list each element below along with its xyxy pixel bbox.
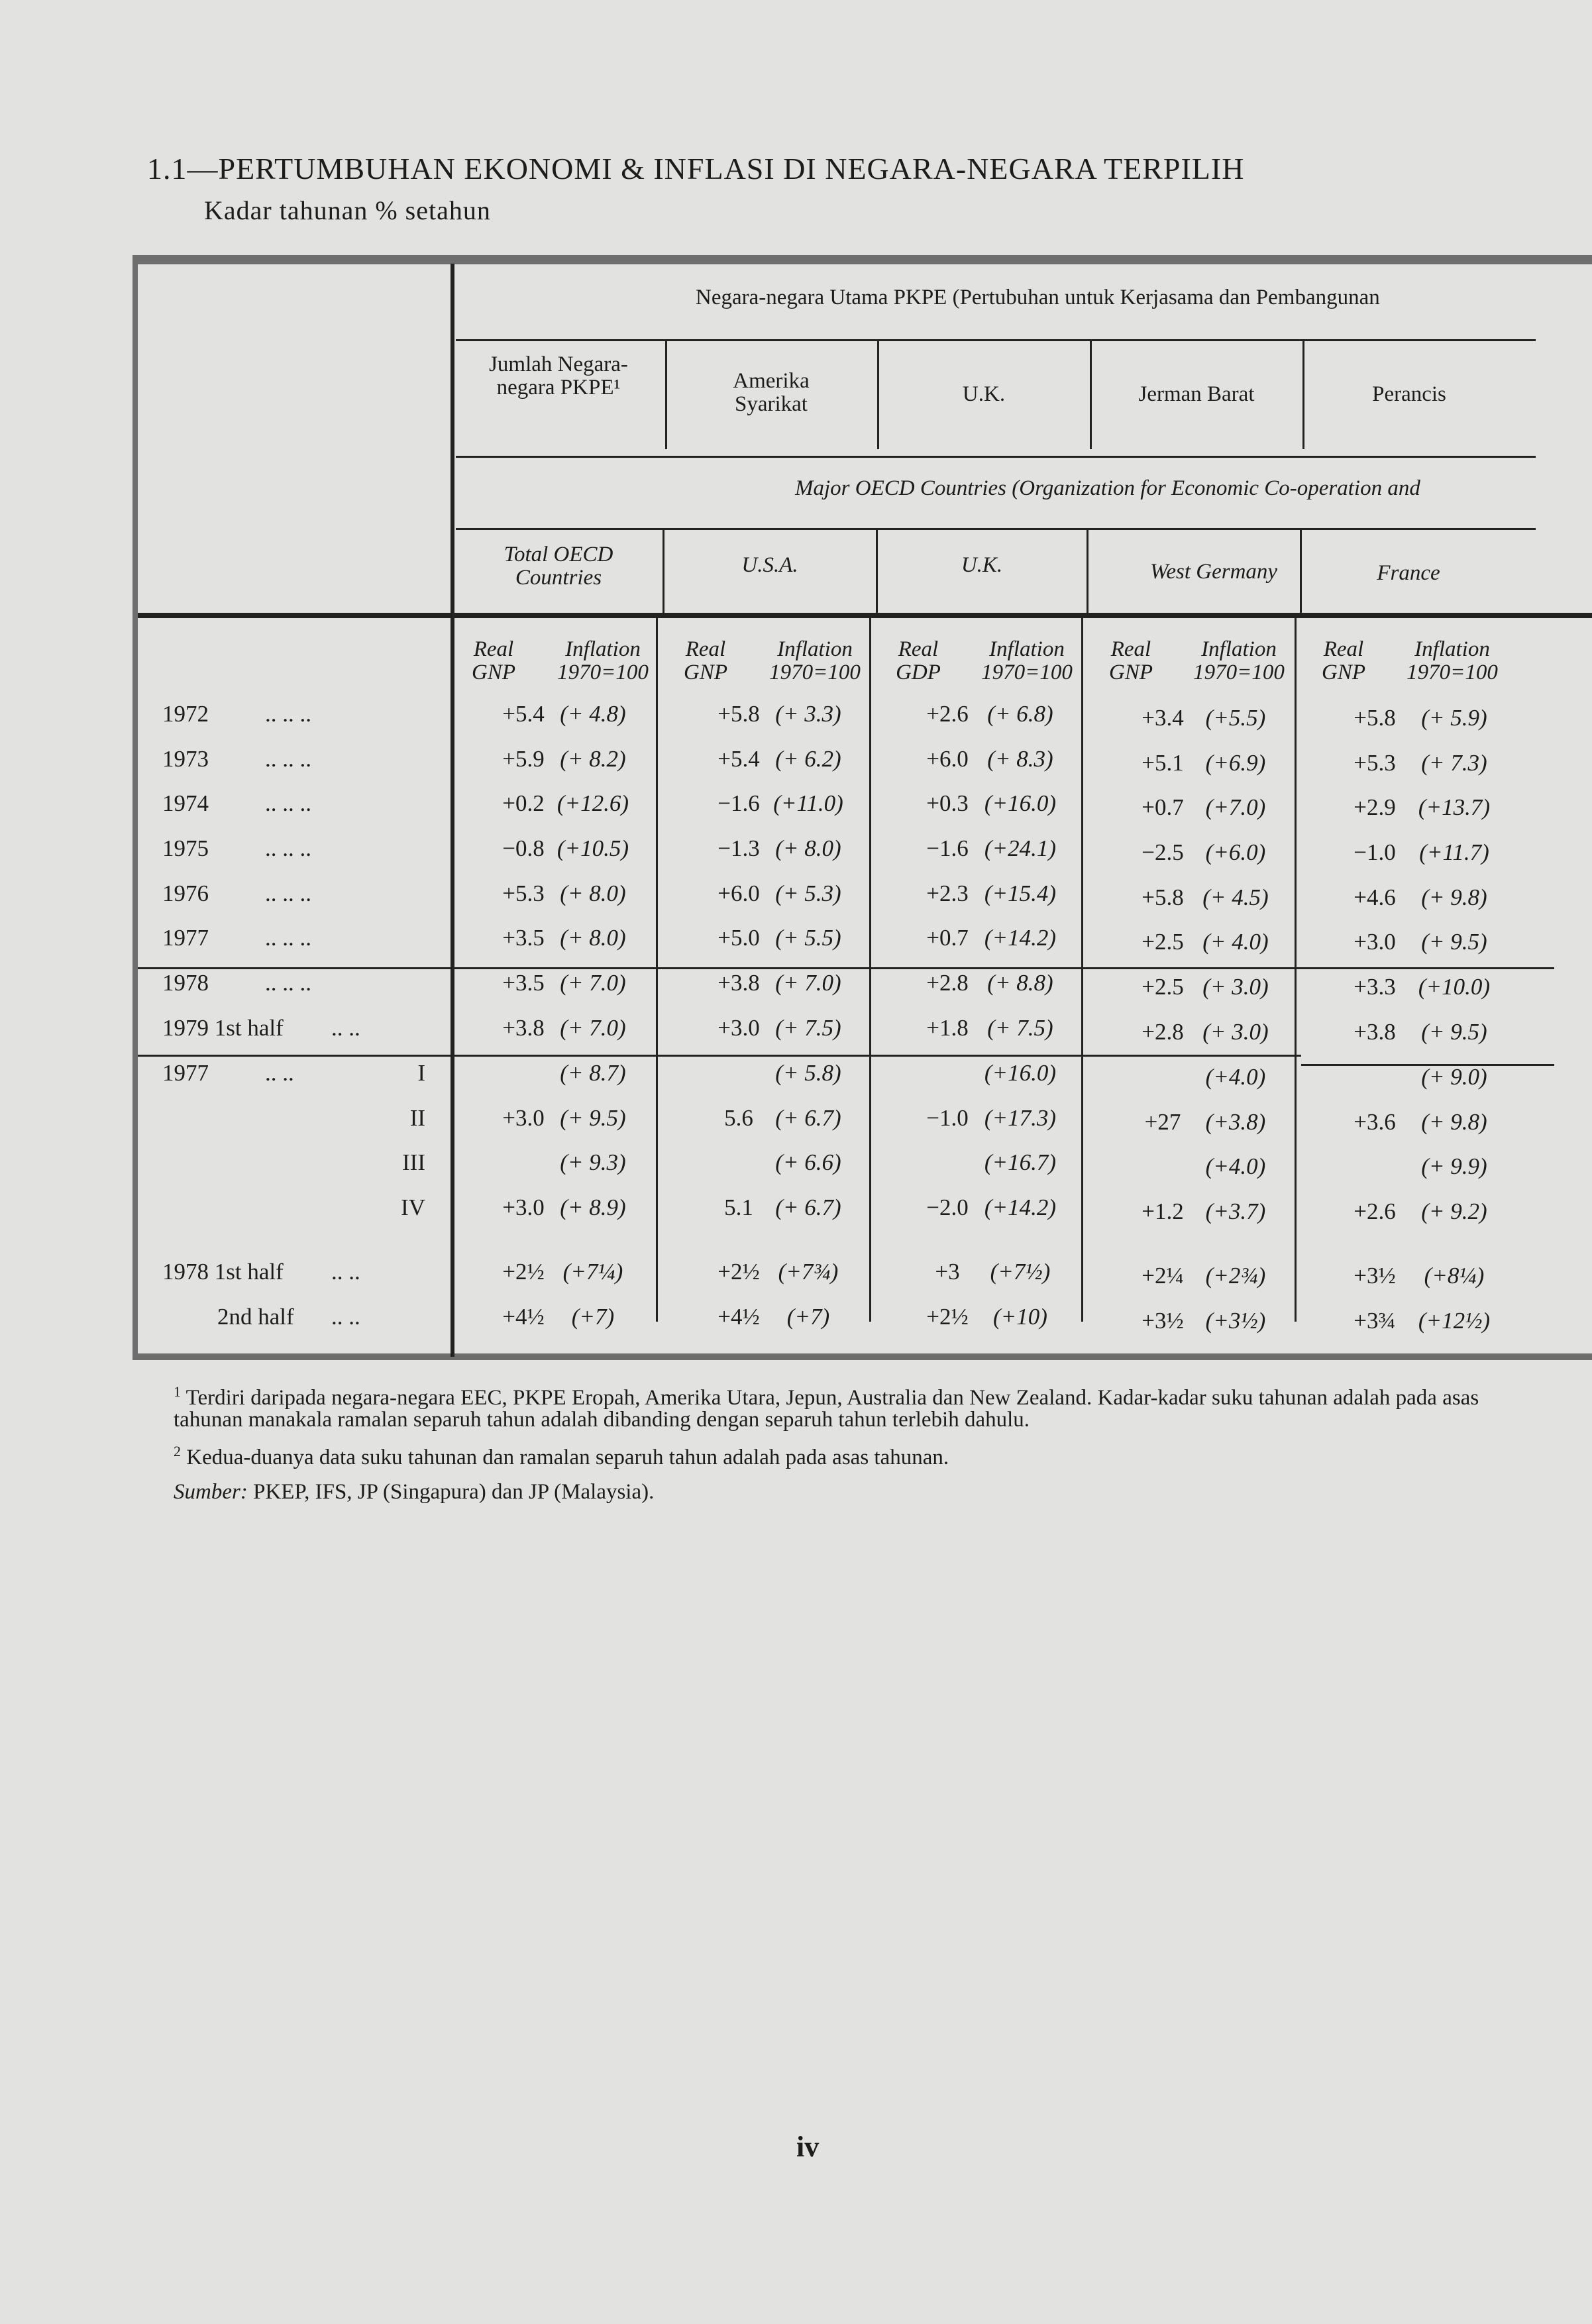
row-label: 1978 (162, 970, 209, 996)
stub-divider (451, 264, 454, 1357)
inflation-value: (+11.0) (773, 790, 843, 816)
inflation-value: (+ 6.6) (775, 1149, 841, 1175)
growth-value: +3.5 (502, 970, 545, 996)
data-col-divider (1295, 618, 1297, 1322)
data-col-divider (656, 618, 658, 1322)
quarter-label: I (417, 1060, 425, 1086)
country-header-english: U.K. (961, 553, 1003, 577)
row-leader-dots: .. .. .. (265, 925, 311, 951)
country-header-english: U.S.A. (741, 553, 798, 577)
inflation-value: (+ 3.0) (1202, 974, 1269, 1000)
subheader-inflation: Inflation 1970=100 (981, 637, 1073, 684)
growth-value: +3 (935, 1259, 960, 1285)
inflation-value: (+8¼) (1424, 1263, 1485, 1289)
subheader-measure: Real GDP (896, 637, 941, 684)
growth-value: +0.3 (926, 790, 969, 816)
malay-col-divider (1302, 339, 1304, 449)
group-header-english: Major OECD Countries (Organization for Economic Co-operation and (795, 476, 1420, 500)
growth-value: −1.3 (717, 835, 760, 861)
malay-col-divider (665, 339, 667, 449)
growth-value: +3.8 (1353, 1019, 1396, 1045)
row-label: 1977 (162, 1060, 209, 1086)
growth-value: +3.3 (1353, 974, 1396, 1000)
inflation-value: (+7.0) (1205, 794, 1266, 820)
growth-value: 5.1 (724, 1194, 753, 1220)
row-label: 1976 (162, 880, 209, 906)
inflation-value: (+ 8.0) (560, 925, 626, 951)
growth-value: +3½ (1141, 1308, 1184, 1334)
footnote-2: $^2$ Kedua-duanya data suku tahunan dan ramalan separuh tahun adalah pada asas tahunan. (174, 1443, 949, 1469)
inflation-value: (+ 9.8) (1421, 884, 1487, 910)
growth-value: +3¾ (1353, 1308, 1396, 1334)
malay-group-rule (456, 339, 1536, 341)
inflation-value: (+ 5.9) (1421, 705, 1487, 731)
growth-value: +3.8 (502, 1015, 545, 1041)
growth-value: +5.8 (717, 701, 760, 727)
english-col-divider (876, 528, 878, 614)
growth-value: +6.0 (926, 746, 969, 772)
row-label: 1978 1st half (162, 1259, 284, 1285)
inflation-value: (+ 6.8) (987, 701, 1053, 727)
row-leader-dots: .. .. (331, 1015, 360, 1041)
inflation-value: (+ 9.5) (1421, 1019, 1487, 1045)
inflation-value: (+6.9) (1205, 750, 1266, 776)
inflation-value: (+10.5) (557, 835, 629, 861)
growth-value: +1.2 (1141, 1198, 1184, 1224)
inflation-value: (+7¾) (778, 1259, 839, 1285)
inflation-value: (+7) (571, 1304, 615, 1330)
row-leader-dots: .. .. (331, 1304, 360, 1330)
inflation-value: (+5.5) (1205, 705, 1266, 731)
malay-col-divider (1090, 339, 1092, 449)
growth-value: +2½ (717, 1259, 760, 1285)
inflation-value: (+4.0) (1205, 1064, 1266, 1090)
country-header-english: France (1377, 561, 1440, 585)
data-col-divider (869, 618, 871, 1322)
inflation-value: (+6.0) (1205, 839, 1266, 865)
country-header-malay: Perancis (1372, 382, 1446, 406)
row-label: 1973 (162, 746, 209, 772)
row-label: 1975 (162, 835, 209, 861)
row-leader-dots: .. .. (331, 1259, 360, 1285)
english-col-divider (663, 528, 664, 614)
country-header-english: West Germany (1149, 560, 1278, 584)
inflation-value: (+ 8.0) (560, 880, 626, 906)
growth-value: +0.7 (926, 925, 969, 951)
growth-value: +2½ (502, 1259, 545, 1285)
growth-value: +3.0 (717, 1015, 760, 1041)
inflation-value: (+ 8.8) (987, 970, 1053, 996)
subheader-inflation: Inflation 1970=100 (557, 637, 649, 684)
inflation-value: (+ 9.5) (560, 1105, 626, 1131)
growth-value: +5.3 (502, 880, 545, 906)
growth-value: +3.5 (502, 925, 545, 951)
growth-value: +0.2 (502, 790, 545, 816)
inflation-value: (+ 7.0) (560, 1015, 626, 1041)
inflation-value: (+ 6.2) (775, 746, 841, 772)
country-header-malay: U.K. (962, 382, 1006, 406)
page-number: iv (796, 2131, 820, 2163)
inflation-value: (+ 7.3) (1421, 750, 1487, 776)
growth-value: +2.9 (1353, 794, 1396, 820)
growth-value: +0.7 (1141, 794, 1184, 820)
inflation-value: (+14.2) (984, 1194, 1057, 1220)
inflation-value: (+10.0) (1418, 974, 1491, 1000)
row-label: 1972 (162, 701, 209, 727)
growth-value: +3.0 (502, 1105, 545, 1131)
inflation-value: (+ 8.2) (560, 746, 626, 772)
inflation-value: (+ 5.3) (775, 880, 841, 906)
inflation-value: (+ 4.8) (560, 701, 626, 727)
country-header-malay: Amerika Syarikat (733, 369, 810, 416)
group-header-malay: Negara-negara Utama PKPE (Pertubuhan untuk Kerjasama dan Pembangunan (696, 286, 1380, 309)
inflation-value: (+2¾) (1205, 1263, 1266, 1289)
growth-value: −1.0 (1353, 839, 1396, 865)
growth-value: +1.8 (926, 1015, 969, 1041)
header-bottom-rule (138, 613, 1592, 618)
row-label: 1977 (162, 925, 209, 951)
table-title: 1.1—PERTUMBUHAN EKONOMI & INFLASI DI NEGARA-NEGARA TERPILIH (147, 152, 1245, 185)
row-leader-dots: .. .. .. (265, 790, 311, 816)
growth-value: +2.5 (1141, 974, 1184, 1000)
growth-value: +5.8 (1353, 705, 1396, 731)
growth-value: 5.6 (724, 1105, 753, 1131)
inflation-value: (+24.1) (984, 835, 1057, 861)
inflation-value: (+12½) (1418, 1308, 1491, 1334)
growth-value: +5.4 (717, 746, 760, 772)
rule-after-1977 (138, 967, 1304, 969)
subheader-measure: Real GNP (472, 637, 515, 684)
inflation-value: (+ 9.2) (1421, 1198, 1487, 1224)
subheader-measure: Real GNP (1109, 637, 1153, 684)
inflation-value: (+ 9.8) (1421, 1109, 1487, 1135)
english-group-rule (456, 528, 1536, 530)
row-leader-dots: .. .. .. (265, 880, 311, 906)
inflation-value: (+ 4.0) (1202, 929, 1269, 955)
inflation-value: (+13.7) (1418, 794, 1491, 820)
row-leader-dots: .. .. .. (265, 970, 311, 996)
growth-value: +27 (1144, 1109, 1181, 1135)
quarter-label: II (409, 1105, 425, 1131)
data-col-divider (1081, 618, 1083, 1322)
growth-value: −1.6 (926, 835, 969, 861)
subheader-inflation: Inflation 1970=100 (769, 637, 861, 684)
growth-value: +2.6 (926, 701, 969, 727)
inflation-value: (+ 7.0) (775, 970, 841, 996)
inflation-value: (+17.3) (984, 1105, 1057, 1131)
inflation-value: (+ 9.9) (1421, 1153, 1487, 1179)
inflation-value: (+3½) (1205, 1308, 1266, 1334)
inflation-value: (+3.8) (1205, 1109, 1266, 1135)
country-header-english: Total OECD Countries (504, 543, 613, 590)
inflation-value: (+7) (786, 1304, 830, 1330)
growth-value: +2.5 (1141, 929, 1184, 955)
country-header-malay: Jerman Barat (1138, 382, 1255, 406)
growth-value: +5.0 (717, 925, 760, 951)
row-leader-dots: .. .. .. (265, 835, 311, 861)
inflation-value: (+ 8.3) (987, 746, 1053, 772)
growth-value: +3.4 (1141, 705, 1184, 731)
growth-value: +6.0 (717, 880, 760, 906)
inflation-value: (+12.6) (557, 790, 629, 816)
growth-value: +2.6 (1353, 1198, 1396, 1224)
quarter-label: IV (401, 1194, 425, 1220)
growth-value: +3.6 (1353, 1109, 1396, 1135)
inflation-value: (+ 6.7) (775, 1194, 841, 1220)
growth-value: −0.8 (502, 835, 545, 861)
growth-value: −2.0 (926, 1194, 969, 1220)
row-leader-dots: .. .. (265, 1060, 294, 1086)
inflation-value: (+ 7.5) (775, 1015, 841, 1041)
inflation-value: (+10) (993, 1304, 1047, 1330)
inflation-value: (+ 8.9) (560, 1194, 626, 1220)
growth-value: +2.3 (926, 880, 969, 906)
growth-value: +5.1 (1141, 750, 1184, 776)
growth-value: +2.8 (1141, 1019, 1184, 1045)
inflation-value: (+3.7) (1205, 1198, 1266, 1224)
growth-value: +4½ (717, 1304, 760, 1330)
inflation-value: (+7¼) (562, 1259, 623, 1285)
growth-value: +5.8 (1141, 884, 1184, 910)
row-label: 2nd half (217, 1304, 294, 1330)
growth-value: +3.8 (717, 970, 760, 996)
inflation-value: (+ 8.7) (560, 1060, 626, 1086)
inflation-value: (+15.4) (984, 880, 1057, 906)
growth-value: +2.8 (926, 970, 969, 996)
country-header-malay: Jumlah Negara-negara PKPE¹ (489, 352, 628, 399)
quarter-label: III (402, 1149, 425, 1175)
growth-value: +3.0 (502, 1194, 545, 1220)
english-col-divider (1300, 528, 1302, 614)
inflation-value: (+ 9.0) (1421, 1064, 1487, 1090)
inflation-value: (+16.7) (984, 1149, 1057, 1175)
growth-value: +2½ (926, 1304, 969, 1330)
inflation-value: (+ 4.5) (1202, 884, 1269, 910)
growth-value: −2.5 (1141, 839, 1184, 865)
growth-value: −1.6 (717, 790, 760, 816)
english-col-divider (1087, 528, 1088, 614)
inflation-value: (+16.0) (984, 790, 1057, 816)
inflation-value: (+ 7.0) (560, 970, 626, 996)
inflation-value: (+14.2) (984, 925, 1057, 951)
inflation-value: (+ 9.3) (560, 1149, 626, 1175)
table-subtitle: Kadar tahunan % setahun (204, 195, 491, 225)
growth-value: +5.9 (502, 746, 545, 772)
inflation-value: (+ 8.0) (775, 835, 841, 861)
malay-country-rule (456, 456, 1536, 458)
row-leader-dots: .. .. .. (265, 746, 311, 772)
rule-after-1979 (138, 1055, 1301, 1057)
growth-value: +5.3 (1353, 750, 1396, 776)
growth-value: +2¼ (1141, 1263, 1184, 1289)
growth-value: +4.6 (1353, 884, 1396, 910)
inflation-value: (+7½) (990, 1259, 1051, 1285)
source-note: Sumber: PKEP, IFS, JP (Singapura) dan JP (Malaysia). (174, 1480, 655, 1504)
growth-value: +4½ (502, 1304, 545, 1330)
subheader-measure: Real GNP (684, 637, 727, 684)
growth-value: +5.4 (502, 701, 545, 727)
growth-value: +3.0 (1353, 929, 1396, 955)
inflation-value: (+4.0) (1205, 1153, 1266, 1179)
inflation-value: (+ 9.5) (1421, 929, 1487, 955)
row-label: 1974 (162, 790, 209, 816)
subheader-measure: Real GNP (1322, 637, 1365, 684)
inflation-value: (+ 3.0) (1202, 1019, 1269, 1045)
inflation-value: (+ 5.8) (775, 1060, 841, 1086)
rule-after-1978 (1302, 967, 1554, 969)
inflation-value: (+ 5.5) (775, 925, 841, 951)
growth-value: +3½ (1353, 1263, 1396, 1289)
inflation-value: (+11.7) (1419, 839, 1489, 865)
row-leader-dots: .. .. .. (265, 701, 311, 727)
inflation-value: (+ 6.7) (775, 1105, 841, 1131)
inflation-value: (+ 3.3) (775, 701, 841, 727)
subheader-inflation: Inflation 1970=100 (1193, 637, 1285, 684)
inflation-value: (+ 7.5) (987, 1015, 1053, 1041)
row-label: 1979 1st half (162, 1015, 284, 1041)
malay-col-divider (877, 339, 879, 449)
footnote-1: $^1$ Terdiri daripada negara-negara EEC, PKPE Eropah, Amerika Utara, Jepun, Australia dan New Zealand. Kadar-kadar suku tahunan adalah pada asas tahunan manakala ramalan separuh tahun adalah dibanding dengan separuh tahun terlebih dahulu. (174, 1383, 1479, 1432)
growth-value: −1.0 (926, 1105, 969, 1131)
inflation-value: (+16.0) (984, 1060, 1057, 1086)
subheader-inflation: Inflation 1970=100 (1406, 637, 1498, 684)
